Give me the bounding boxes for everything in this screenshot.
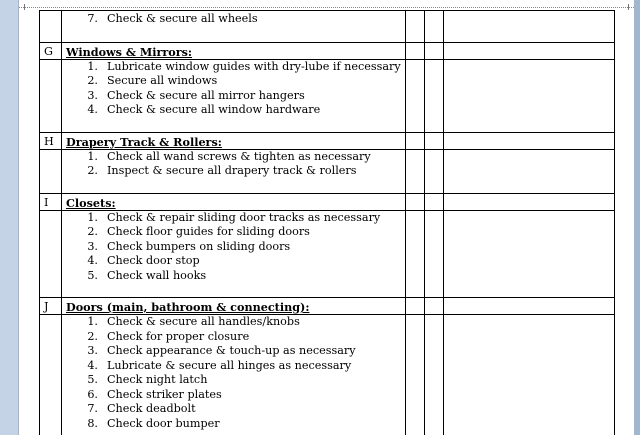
item-text: Check bumpers on sliding doors bbox=[107, 239, 291, 253]
item-text: Check & repair sliding door tracks as necessary bbox=[107, 210, 381, 224]
list-item bbox=[87, 12, 405, 27]
section-items-row bbox=[40, 149, 615, 193]
list-item bbox=[87, 149, 405, 165]
list-item bbox=[87, 373, 405, 388]
item-text: Check door stop bbox=[107, 254, 200, 267]
item-number: 2. bbox=[87, 225, 98, 238]
letter-cell bbox=[40, 59, 62, 132]
item-number: 2. bbox=[87, 164, 98, 177]
list-item bbox=[87, 103, 405, 118]
notes-cell[interactable] bbox=[444, 59, 615, 132]
letter-cell bbox=[40, 11, 62, 43]
notes-cell[interactable] bbox=[444, 149, 615, 193]
check-cell-b[interactable] bbox=[425, 149, 444, 193]
letter-cell bbox=[40, 315, 62, 435]
notes-cell[interactable] bbox=[444, 42, 615, 59]
item-number: 3. bbox=[87, 239, 98, 253]
list-item bbox=[87, 254, 405, 269]
notes-cell[interactable] bbox=[444, 132, 615, 149]
item-number: 3. bbox=[87, 88, 98, 102]
section-title: Closets: bbox=[66, 195, 116, 210]
section-header-row bbox=[40, 298, 615, 315]
section-title-cell bbox=[62, 132, 406, 149]
section-letter: G bbox=[40, 42, 62, 59]
item-number: 2. bbox=[87, 74, 98, 87]
list-item bbox=[87, 268, 405, 284]
header-guide-line bbox=[19, 7, 634, 8]
check-cell-b[interactable] bbox=[425, 315, 444, 435]
item-number: 7. bbox=[87, 12, 98, 25]
section-header-row bbox=[40, 193, 615, 210]
list-item bbox=[87, 88, 405, 104]
items-cell bbox=[62, 210, 406, 298]
items-cell bbox=[62, 149, 406, 193]
section-title-cell bbox=[62, 42, 406, 59]
section-f-items-row bbox=[40, 11, 615, 43]
section-title: Windows & Mirrors: bbox=[66, 44, 193, 59]
left-margin-panel bbox=[0, 0, 19, 435]
list-item bbox=[87, 387, 405, 403]
item-text: Inspect & secure all drapery track & rollers bbox=[107, 164, 357, 177]
notes-cell[interactable] bbox=[444, 315, 615, 435]
list-item bbox=[87, 315, 405, 330]
item-text: Check & secure all mirror hangers bbox=[107, 88, 305, 102]
list-item bbox=[87, 210, 405, 226]
check-cell-a[interactable] bbox=[406, 132, 425, 149]
list-item bbox=[87, 59, 405, 75]
check-cell-a[interactable] bbox=[406, 298, 425, 315]
section-header-row bbox=[40, 132, 615, 149]
item-text: Check all wand screws & tighten as necessary bbox=[107, 149, 371, 163]
list-item bbox=[87, 74, 405, 89]
check-cell-a[interactable] bbox=[406, 149, 425, 193]
document-page[interactable] bbox=[19, 0, 634, 435]
check-cell-b[interactable] bbox=[425, 298, 444, 315]
item-text: Check for proper closure bbox=[107, 329, 250, 343]
item-text: Check floor guides for sliding doors bbox=[107, 225, 310, 238]
item-number: 5. bbox=[87, 268, 98, 282]
list-item bbox=[87, 344, 405, 359]
check-cell-b[interactable] bbox=[425, 59, 444, 132]
item-list bbox=[62, 12, 405, 27]
section-items-row bbox=[40, 315, 615, 435]
section-title-cell bbox=[62, 193, 406, 210]
item-number: 5. bbox=[87, 373, 98, 386]
notes-cell[interactable] bbox=[444, 193, 615, 210]
check-cell-a[interactable] bbox=[406, 42, 425, 59]
items-cell bbox=[62, 59, 406, 132]
item-text: Lubricate window guides with dry-lube if necessary bbox=[107, 59, 401, 73]
list-item bbox=[87, 164, 405, 179]
right-margin-panel bbox=[634, 0, 640, 435]
item-list bbox=[62, 150, 405, 179]
check-cell-a[interactable] bbox=[406, 210, 425, 298]
item-number: 2. bbox=[87, 329, 98, 343]
item-number: 4. bbox=[87, 358, 98, 372]
section-items-row bbox=[40, 210, 615, 298]
items-cell bbox=[62, 315, 406, 435]
item-text: Check night latch bbox=[107, 373, 208, 386]
item-list bbox=[62, 315, 405, 431]
maintenance-checklist-table bbox=[39, 10, 615, 435]
item-number: 3. bbox=[87, 344, 98, 357]
item-number: 1. bbox=[87, 210, 98, 224]
section-title: Doors (main, bathroom & connecting): bbox=[66, 300, 310, 314]
check-cell-b[interactable] bbox=[425, 193, 444, 210]
item-number: 7. bbox=[87, 402, 98, 415]
item-number: 1. bbox=[87, 149, 98, 163]
list-item bbox=[87, 358, 405, 374]
list-item bbox=[87, 239, 405, 255]
items-cell bbox=[62, 11, 406, 43]
item-text: Secure all windows bbox=[107, 74, 218, 87]
item-number: 1. bbox=[87, 59, 98, 73]
item-text: Check door bumper bbox=[107, 416, 220, 430]
check-cell-a[interactable] bbox=[406, 193, 425, 210]
item-list bbox=[62, 60, 405, 118]
item-text: Check & secure all handles/knobs bbox=[107, 315, 300, 328]
crop-mark-left bbox=[24, 4, 25, 10]
check-cell-a[interactable] bbox=[406, 11, 425, 43]
item-text: Check deadbolt bbox=[107, 402, 196, 415]
section-title-cell bbox=[62, 298, 406, 315]
item-number: 1. bbox=[87, 315, 98, 328]
item-text: Lubricate & secure all hinges as necessary bbox=[107, 358, 352, 372]
section-header-row bbox=[40, 42, 615, 59]
item-number: 4. bbox=[87, 254, 98, 267]
crop-mark-right bbox=[628, 4, 629, 10]
item-text: Check striker plates bbox=[107, 387, 222, 401]
check-cell-b[interactable] bbox=[425, 11, 444, 43]
letter-cell bbox=[40, 149, 62, 193]
list-item bbox=[87, 329, 405, 345]
item-text: Check appearance & touch-up as necessary bbox=[107, 344, 356, 357]
item-number: 8. bbox=[87, 416, 98, 430]
check-cell-b[interactable] bbox=[425, 42, 444, 59]
item-text: Check & secure all window hardware bbox=[107, 103, 321, 116]
list-item bbox=[87, 402, 405, 417]
letter-cell bbox=[40, 210, 62, 298]
notes-cell[interactable] bbox=[444, 210, 615, 298]
section-letter: I bbox=[40, 193, 62, 210]
notes-cell[interactable] bbox=[444, 298, 615, 315]
item-number: 4. bbox=[87, 103, 98, 116]
list-item bbox=[87, 416, 405, 432]
check-cell-b[interactable] bbox=[425, 210, 444, 298]
check-cell-a[interactable] bbox=[406, 315, 425, 435]
section-items-row bbox=[40, 59, 615, 132]
section-title: Drapery Track & Rollers: bbox=[66, 134, 222, 149]
check-cell-b[interactable] bbox=[425, 132, 444, 149]
item-list bbox=[62, 211, 405, 284]
item-text: Check wall hooks bbox=[107, 268, 207, 282]
item-number: 6. bbox=[87, 387, 98, 401]
notes-cell[interactable] bbox=[444, 11, 615, 43]
section-letter: J bbox=[40, 298, 62, 315]
list-item bbox=[87, 225, 405, 240]
section-letter: H bbox=[40, 132, 62, 149]
check-cell-a[interactable] bbox=[406, 59, 425, 132]
item-text: Check & secure all wheels bbox=[107, 12, 258, 25]
